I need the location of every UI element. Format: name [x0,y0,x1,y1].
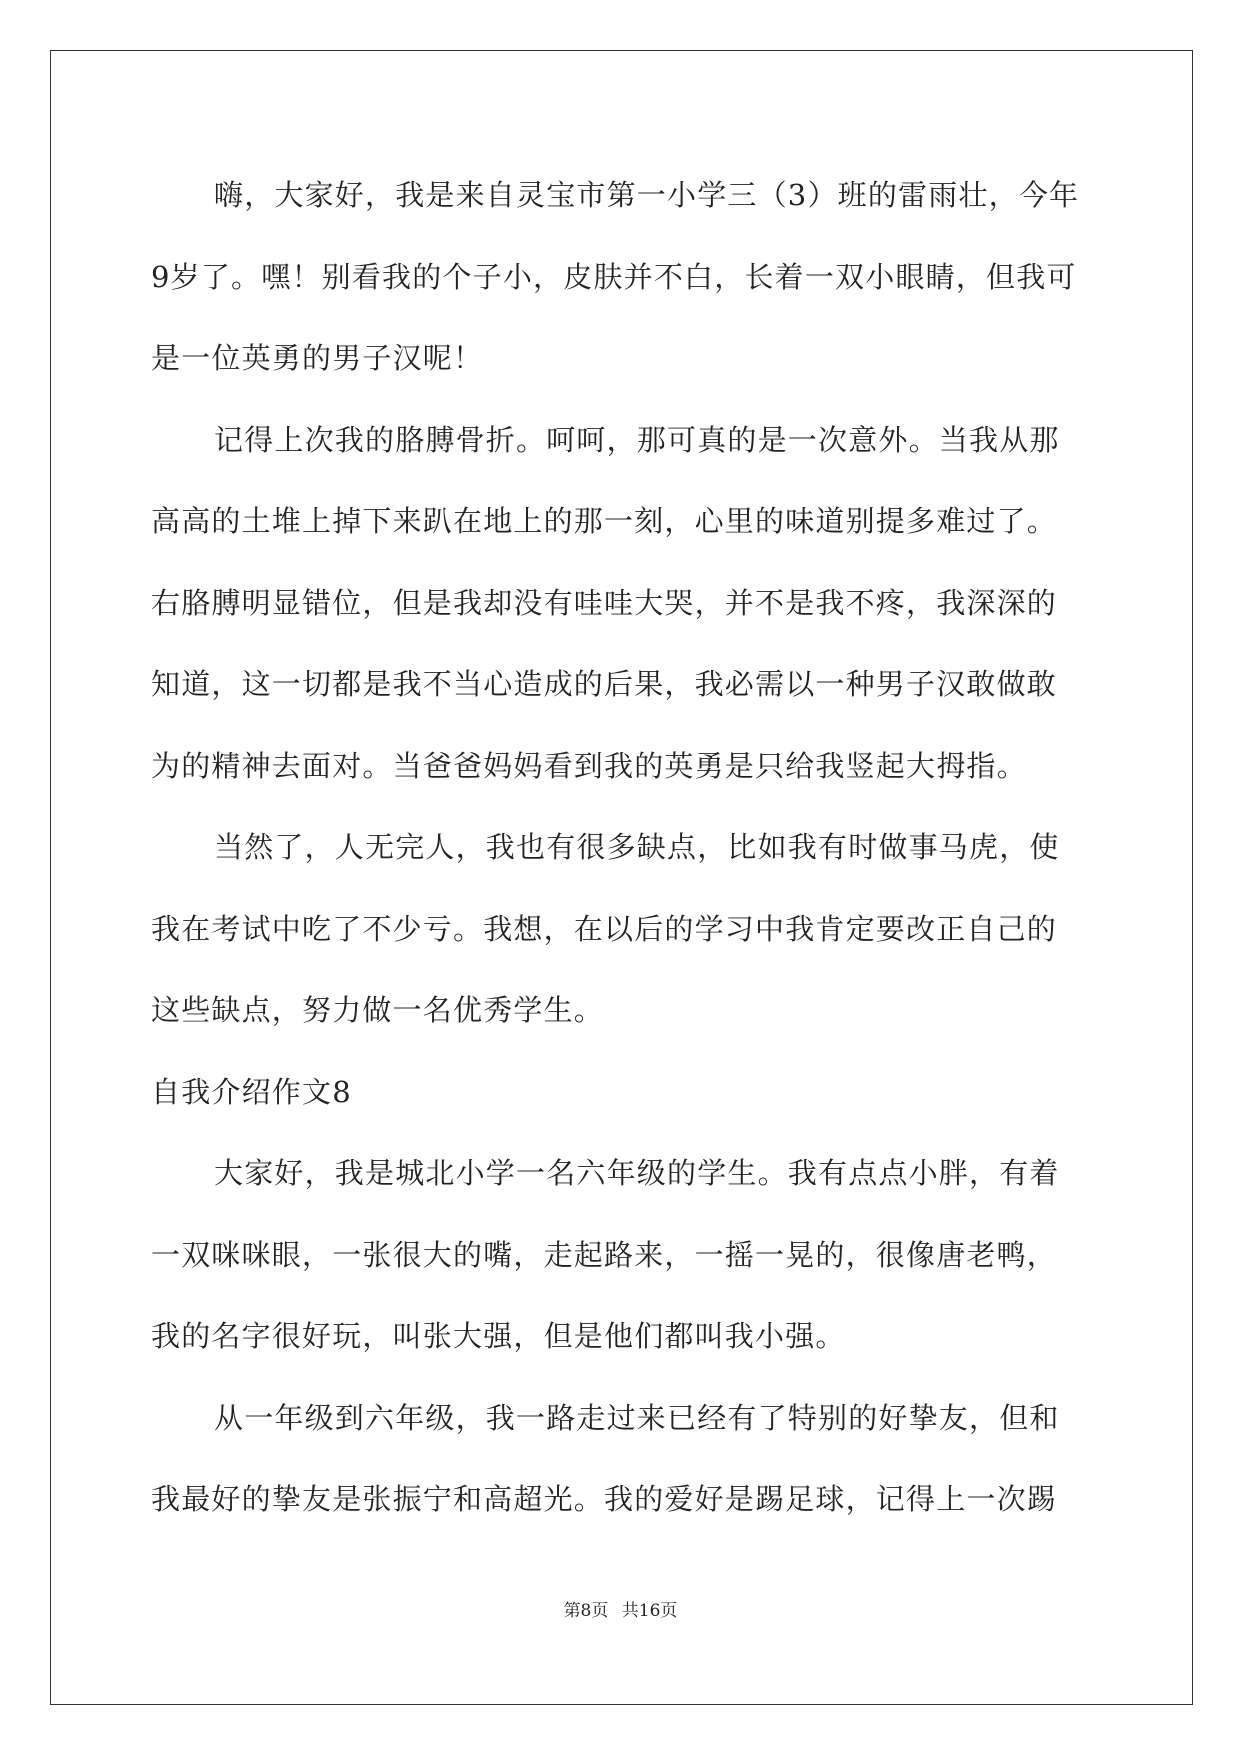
section-heading: 自我介绍作文8 [151,1074,352,1109]
page-footer [0,1596,1241,1621]
paragraph: 大家好，我是城北小学一名六年级的学生。我有点点小胖，有着一双咪咪眼，一张很大的嘴，走起路来，一摇一晃的，很像唐老鸭，我的名字很好玩，叫张大强，但是他们都叫我小强。 [151,1156,1060,1353]
page-number: 第8页 [563,1601,609,1621]
document-body [151,155,1086,1541]
paragraph: 嗨，大家好，我是来自灵宝市第一小学三（3）班的雷雨壮，今年9岁了。嘿！别看我的个子小，皮肤并不白，长着一双小眼睛，但我可是一位英勇的男子汉呢！ [151,178,1080,375]
paragraph: 记得上次我的胳膊骨折。呵呵，那可真的是一次意外。当我从那高高的土堆上掉下来趴在地上的那一刻，心里的味道别提多难过了。右胳膊明显错位，但是我却没有哇哇大哭，并不是我不疼，我深深的知道，这一切都是我不当心造成的后果，我必需以一种男子汉敢做敢为的精神去面对。当爸爸妈妈看到我的英勇是只给我竖起大拇指。 [151,422,1060,783]
paragraph: 当然了，人无完人，我也有很多缺点，比如我有时做事马虎，使我在考试中吃了不少亏。我想，在以后的学习中我肯定要改正自己的这些缺点，努力做一名优秀学生。 [151,830,1060,1027]
paragraph: 从一年级到六年级，我一路走过来已经有了特别的好挚友，但和我最好的挚友是张振宁和高超光。我的爱好是踢足球，记得上一次踢 [151,1400,1060,1516]
page-total: 共16页 [621,1601,678,1621]
